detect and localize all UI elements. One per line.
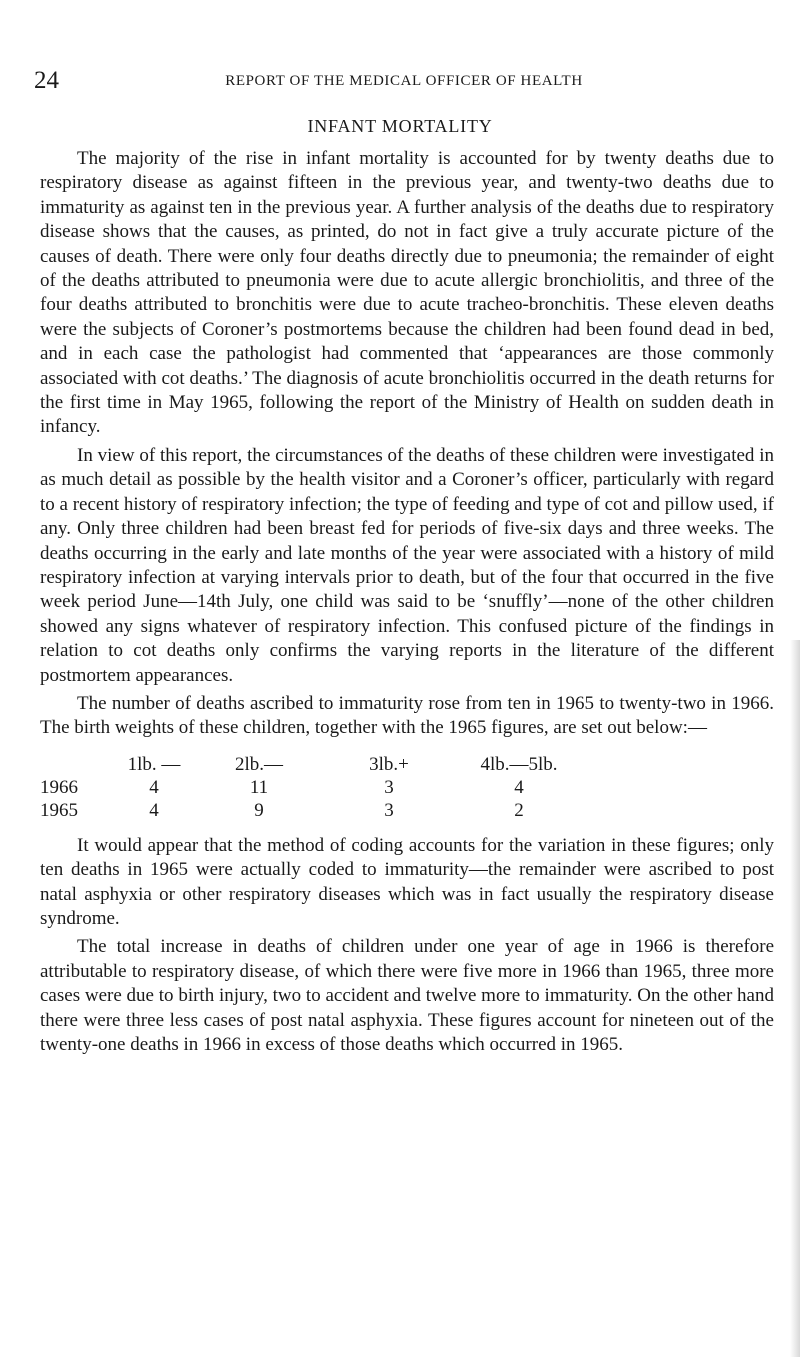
table-cell: 2	[514, 799, 524, 821]
table-row-year: 1965	[40, 799, 78, 821]
table-spacer	[584, 753, 774, 776]
table-cell: 4	[514, 776, 524, 798]
paragraph: The total increase in deaths of children under one year of age in 1966 is therefore attributable to respiratory disease, of which there were five more in 1966 than 1965, three more cases were due to birth injury, two to accident and twelve more to immaturity. On the other hand there were three less cases of post natal asphyxia. These figures account for nineteen out of the twenty-one deaths in 1966 in excess of those deaths which occurred in 1965.	[40, 936, 774, 1055]
body-text	[40, 147, 774, 1061]
table-header-cell: 2lb.—	[234, 753, 284, 775]
table-spacer	[584, 799, 774, 822]
paragraph: The majority of the rise in infant mortality is accounted for by twenty deaths due to respiratory disease as against fifteen in the previous year, and twenty-two deaths due to immaturity as against ten in the previous year. A further analysis of the deaths due to respiratory disease shows that the causes, as printed, do not in fact give a truly accurate picture of the causes of death. There were only four deaths directly due to pneumonia; the remainder of eight of the deaths attributed to pneumonia were due to acute allergic bronchiolitis, and three of the four deaths attributed to bronchitis were due to acute tracheo-bronchitis. These eleven deaths were the subjects of Coroner’s postmortems because the children had been found dead in bed, and in each case the pathologist had commented that ‘appearances are those commonly associated with cot deaths.’ The diagnosis of acute bronchiolitis occurred in the death returns for the first time in May 1965, following the report of the Ministry of Health on sudden death in infancy.	[40, 148, 774, 438]
table-header-cell: 1lb. —	[127, 753, 181, 775]
paragraph: In view of this report, the circumstances of the deaths of these children were investigated in as much detail as possible by the health visitor and a Coroner’s officer, particularly with regard to a recent history of respiratory infection; the type of feeding and type of cot and pillow used, if any. Only three children had been breast fed for periods of five-six days and three weeks. The deaths occurring in the early and late months of the year were associated with a history of mild respiratory infection at varying intervals prior to death, but of the four that occurred in the five week period June—14th July, one child was said to be ‘snuffly’—none of the other children showed any signs whatever of respiratory infection. This confused picture of the findings in relation to cot deaths only confirms the varying reports in the literature of the different postmortem appearances.	[40, 444, 774, 686]
birth-weight-table	[40, 753, 774, 822]
table-cell: 11	[249, 776, 269, 798]
table-cell: 3	[384, 799, 394, 821]
paragraph: It would appear that the method of coding accounts for the variation in these figures; only ten deaths in 1965 were actually coded to immaturity—the remainder were ascribed to post natal asphyxia or other respiratory diseases which was in fact usually the respiratory disease syndrome.	[40, 834, 774, 929]
table-row	[40, 799, 774, 822]
page-edge-shadow	[790, 640, 800, 1357]
table-row	[40, 776, 774, 799]
table-header-cell	[40, 753, 114, 776]
section-title: INFANT MORTALITY	[307, 116, 493, 136]
table-cell: 3	[384, 776, 394, 798]
table-spacer	[584, 776, 774, 799]
paragraph: The number of deaths ascribed to immaturity rose from ten in 1965 to twenty-two in 1966. The birth weights of these children, together with the 1965 figures, are set out below:—	[40, 692, 774, 739]
table-header-cell: 3lb.+	[369, 753, 409, 775]
table-cell: 4	[149, 799, 159, 821]
table-header-cell: 4lb.—5lb.	[480, 753, 558, 775]
table-cell: 4	[149, 776, 159, 798]
page-number: 24	[34, 67, 59, 94]
running-head: REPORT OF THE MEDICAL OFFICER OF HEALTH	[225, 73, 583, 89]
table-cell: 9	[254, 799, 264, 821]
table-row-year: 1966	[40, 776, 78, 798]
table-header-row	[40, 753, 774, 776]
page-header	[34, 66, 774, 96]
